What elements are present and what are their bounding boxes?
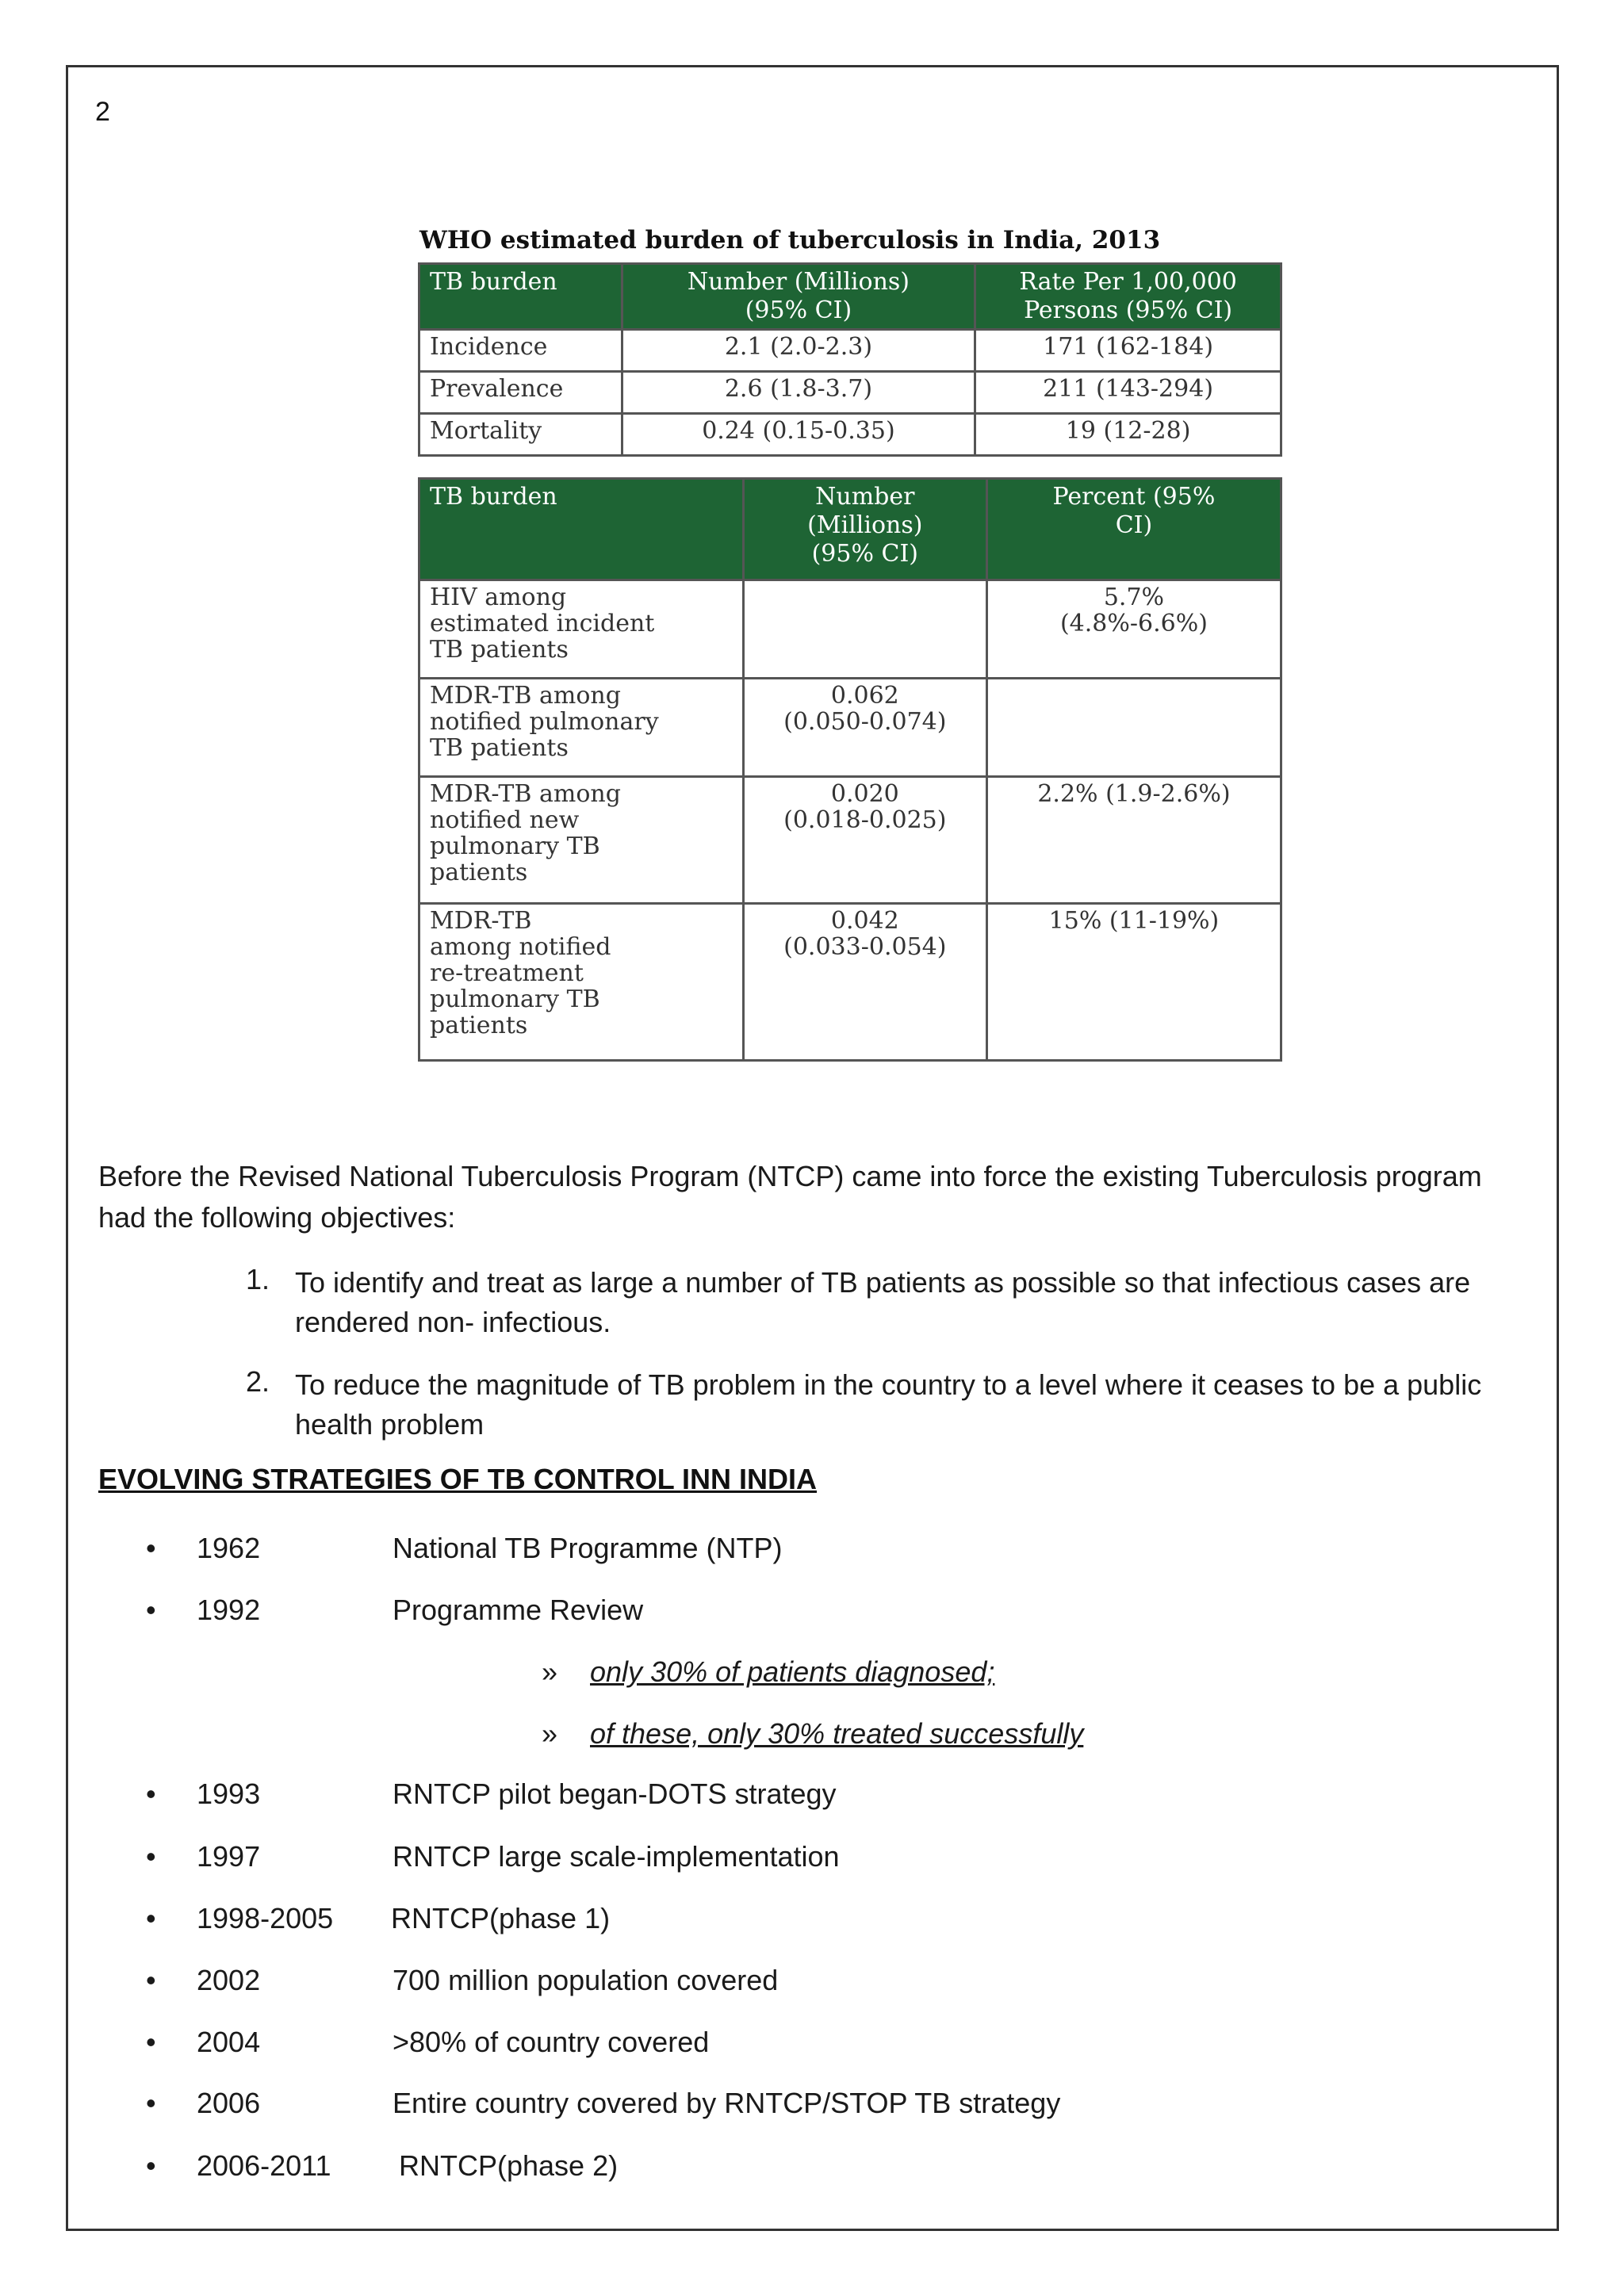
- timeline-description: RNTCP(phase 2): [399, 2149, 619, 2182]
- objective-text: To reduce the magnitude of TB problem in the country to a level where it ceases to be a public health problem: [295, 1368, 1482, 1441]
- cell-line: CI): [1115, 511, 1153, 539]
- table-cell: Mortality: [419, 414, 622, 456]
- cell-line: re-treatment: [430, 959, 584, 987]
- objective-number: 1.: [246, 1263, 270, 1295]
- header-line: Rate Per 1,00,000: [1019, 268, 1237, 296]
- timeline-description: Entire country covered by RNTCP/STOP TB strategy: [393, 2087, 1061, 2119]
- cell-line: pulmonary TB: [430, 832, 600, 860]
- cell-line: 15% (11-19%): [1048, 907, 1220, 935]
- cell-line: MDR-TB: [430, 907, 532, 935]
- column-header: TB burden: [419, 479, 744, 580]
- table-cell: [419, 679, 744, 777]
- cell-line: patients: [430, 859, 528, 886]
- timeline-item: [0, 1840, 1624, 1880]
- timeline-item: [0, 2087, 1624, 2126]
- column-header: [986, 479, 1281, 580]
- cell-line: (0.018-0.025): [783, 806, 947, 834]
- table-row: [419, 580, 1281, 679]
- figure-title: WHO estimated burden of tuberculosis in India, 2013: [419, 226, 1161, 254]
- table-cell: [986, 679, 1281, 777]
- table-cell: [743, 777, 986, 904]
- table-row: [419, 904, 1281, 1061]
- review-point-text: only 30% of patients diagnosed;: [590, 1655, 995, 1688]
- page-number: 2: [95, 97, 110, 127]
- timeline-description: >80% of country covered: [393, 2026, 710, 2058]
- table-header-row: [419, 264, 1281, 330]
- timeline-item: [0, 2149, 1624, 2189]
- timeline-year: 1992: [197, 1594, 261, 1626]
- table-cell: 2.1 (2.0-2.3): [622, 330, 975, 372]
- timeline-item: [0, 1532, 1624, 1571]
- timeline-item: [0, 1964, 1624, 2003]
- timeline-item: [0, 2026, 1624, 2065]
- sub-bullet-marker: »: [542, 1717, 558, 1750]
- table-header-row: [419, 479, 1281, 580]
- burden-figure: [418, 226, 1284, 1062]
- cell-line: 0.042: [830, 907, 899, 935]
- timeline-description: 700 million population covered: [393, 1964, 779, 1996]
- table-cell: 211 (143-294): [975, 372, 1281, 414]
- table-row: [419, 414, 1281, 456]
- review-point-text: of these, only 30% treated successfully: [590, 1717, 1084, 1750]
- cell-line: (95% CI): [811, 540, 919, 568]
- table-cell: 0.24 (0.15-0.35): [622, 414, 975, 456]
- cell-line: notified pulmonary: [430, 708, 659, 736]
- timeline-item: [0, 1594, 1624, 1633]
- cell-line: estimated incident: [430, 610, 655, 637]
- table-cell: [419, 904, 744, 1061]
- cell-line: among notified: [430, 933, 611, 961]
- table-cell: [986, 580, 1281, 679]
- table-cell: 19 (12-28): [975, 414, 1281, 456]
- table-cell: [986, 904, 1281, 1061]
- intro-paragraph: Before the Revised National Tuberculosis Program (NTCP) came into force the existing Tuberculosis program had the following objectives:: [98, 1160, 1482, 1234]
- header-line: (95% CI): [745, 297, 852, 324]
- table-cell: Incidence: [419, 330, 622, 372]
- table-cell: 2.6 (1.8-3.7): [622, 372, 975, 414]
- bullet-marker: •: [146, 1594, 156, 1626]
- timeline-year: 1993: [197, 1777, 261, 1810]
- column-header: TB burden: [419, 264, 622, 330]
- cell-line: 5.7%: [1103, 584, 1165, 611]
- timeline-year: 2002: [197, 1964, 261, 1996]
- timeline-year: 1962: [197, 1532, 261, 1564]
- table-cell: [743, 580, 986, 679]
- bullet-marker: •: [146, 2087, 156, 2119]
- column-header: [975, 264, 1281, 330]
- objective-text: To identify and treat as large a number of TB patients as possible so that infectious cases are rendered non- infectious.: [295, 1266, 1471, 1338]
- section-heading: EVOLVING STRATEGIES OF TB CONTROL INN INDIA: [98, 1463, 818, 1495]
- cell-line: MDR-TB among: [430, 682, 621, 710]
- bullet-marker: •: [146, 1964, 156, 1996]
- cell-line: HIV among: [430, 584, 567, 611]
- bullet-marker: •: [146, 1840, 156, 1873]
- timeline-description: National TB Programme (NTP): [393, 1532, 783, 1564]
- timeline-description: Programme Review: [393, 1594, 644, 1626]
- bullet-marker: •: [146, 1902, 156, 1934]
- bullet-marker: •: [146, 2026, 156, 2058]
- timeline-year: 2006-2011: [197, 2149, 331, 2182]
- table-cell: [743, 904, 986, 1061]
- timeline-year: 1997: [197, 1840, 261, 1873]
- cell-line: notified new: [430, 806, 580, 834]
- column-header: [743, 479, 986, 580]
- timeline-year: 1998-2005: [197, 1902, 334, 1934]
- table-cell: 171 (162-184): [975, 330, 1281, 372]
- cell-line: 0.020: [830, 780, 899, 808]
- timeline-year: 2006: [197, 2087, 261, 2119]
- cell-line: (0.050-0.074): [783, 708, 947, 736]
- cell-line: Percent (95%: [1052, 483, 1216, 511]
- table-cell: [419, 580, 744, 679]
- table-cell: [743, 679, 986, 777]
- header-line: Number (Millions): [687, 268, 910, 296]
- timeline-description: RNTCP large scale-implementation: [393, 1840, 840, 1873]
- timeline-item: [0, 1777, 1624, 1817]
- bullet-marker: •: [146, 1777, 156, 1810]
- timeline-description: RNTCP(phase 1): [391, 1902, 611, 1934]
- objective-number: 2.: [246, 1365, 270, 1398]
- table-cell: [419, 777, 744, 904]
- table-row: [419, 679, 1281, 777]
- cell-line: 0.062: [830, 682, 899, 710]
- cell-line: (4.8%-6.6%): [1059, 610, 1208, 637]
- burden-table: [418, 262, 1282, 457]
- table-row: [419, 330, 1281, 372]
- sub-bullet-marker: »: [542, 1655, 558, 1688]
- hiv-mdr-table: [418, 477, 1282, 1062]
- cell-line: TB patients: [430, 734, 569, 762]
- table-cell: Prevalence: [419, 372, 622, 414]
- header-line: Persons (95% CI): [1024, 297, 1233, 324]
- bullet-marker: •: [146, 1532, 156, 1564]
- cell-line: MDR-TB among: [430, 780, 621, 808]
- bullet-marker: •: [146, 2149, 156, 2182]
- cell-line: 2.2% (1.9-2.6%): [1037, 780, 1231, 808]
- cell-line: Number: [815, 483, 915, 511]
- table-cell: [986, 777, 1281, 904]
- column-header: [622, 264, 975, 330]
- cell-line: TB patients: [430, 636, 569, 664]
- timeline-year: 2004: [197, 2026, 261, 2058]
- table-row: [419, 777, 1281, 904]
- cell-line: pulmonary TB: [430, 985, 600, 1013]
- cell-line: (Millions): [807, 511, 923, 539]
- table-row: [419, 372, 1281, 414]
- cell-line: (0.033-0.054): [783, 933, 947, 961]
- cell-line: patients: [430, 1012, 528, 1039]
- timeline-item: [0, 1902, 1624, 1942]
- timeline-description: RNTCP pilot began-DOTS strategy: [393, 1777, 837, 1810]
